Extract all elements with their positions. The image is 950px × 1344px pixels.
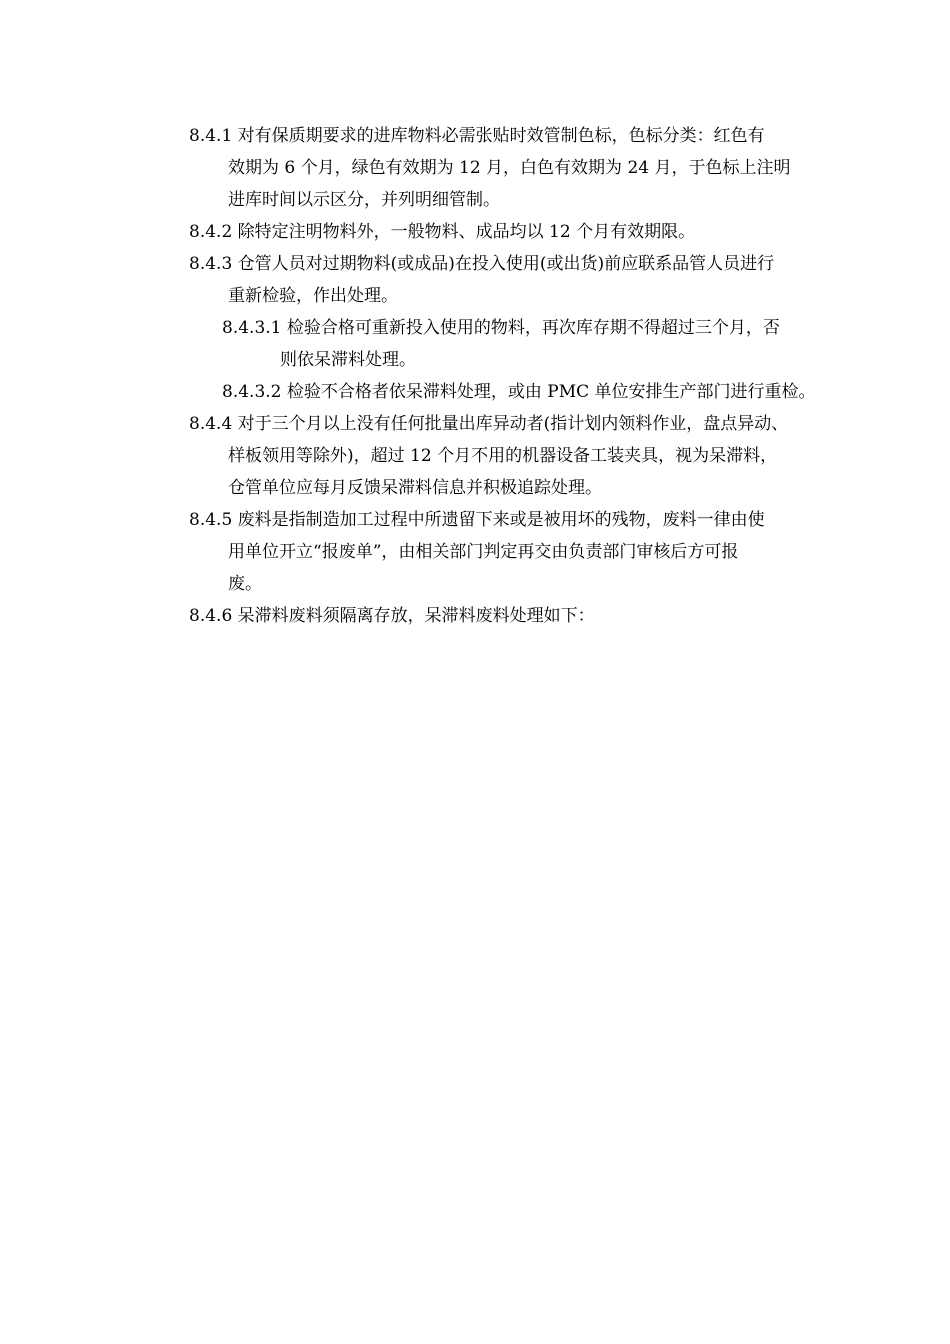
clause-8-4-3-line-1: 8.4.3 仓管人员对过期物料(或成品)在投入使用(或出货)前应联系品管人员进行 [189,254,775,274]
clause-8-4-6-line-1: 8.4.6 呆滞料废料须隔离存放，呆滞料废料处理如下： [189,606,595,626]
clause-8-4-3-2-line-1: 8.4.3.2 检验不合格者依呆滞料处理，或由 PMC 单位安排生产部门进行重检。 [222,382,816,402]
clause-8-4-4-line-1: 8.4.4 对于三个月以上没有任何批量出库异动者(指计划内领料作业，盘点异动、 [189,414,789,434]
clause-8-4-3-line-2: 重新检验，作出处理。 [228,286,398,306]
clause-8-4-1-line-1: 8.4.1 对有保质期要求的进库物料必需张贴时效管制色标，色标分类：红色有 [189,126,765,146]
clause-8-4-1-line-2: 效期为 6 个月，绿色有效期为 12 月，白色有效期为 24 月，于色标上注明 [228,158,791,178]
clause-8-4-3-1-line-1: 8.4.3.1 检验合格可重新投入使用的物料，再次库存期不得超过三个月，否 [222,318,780,338]
clause-8-4-5-line-2: 用单位开立“报废单”，由相关部门判定再交由负责部门审核后方可报 [228,542,739,562]
clause-8-4-4-line-3: 仓管单位应每月反馈呆滞料信息并积极追踪处理。 [228,478,602,498]
clause-8-4-1-line-3: 进库时间以示区分，并列明细管制。 [228,190,500,210]
clause-8-4-5-line-1: 8.4.5 废料是指制造加工过程中所遗留下来或是被用坏的残物，废料一律由使 [189,510,765,530]
clause-8-4-2-line-1: 8.4.2 除特定注明物料外，一般物料、成品均以 12 个月有效期限。 [189,222,696,242]
clause-8-4-5-line-3: 废。 [228,574,262,594]
clause-8-4-4-line-2: 样板领用等除外)，超过 12 个月不用的机器设备工装夹具，视为呆滞料， [228,446,778,466]
clause-8-4-3-1-line-2: 则依呆滞料处理。 [280,350,416,370]
